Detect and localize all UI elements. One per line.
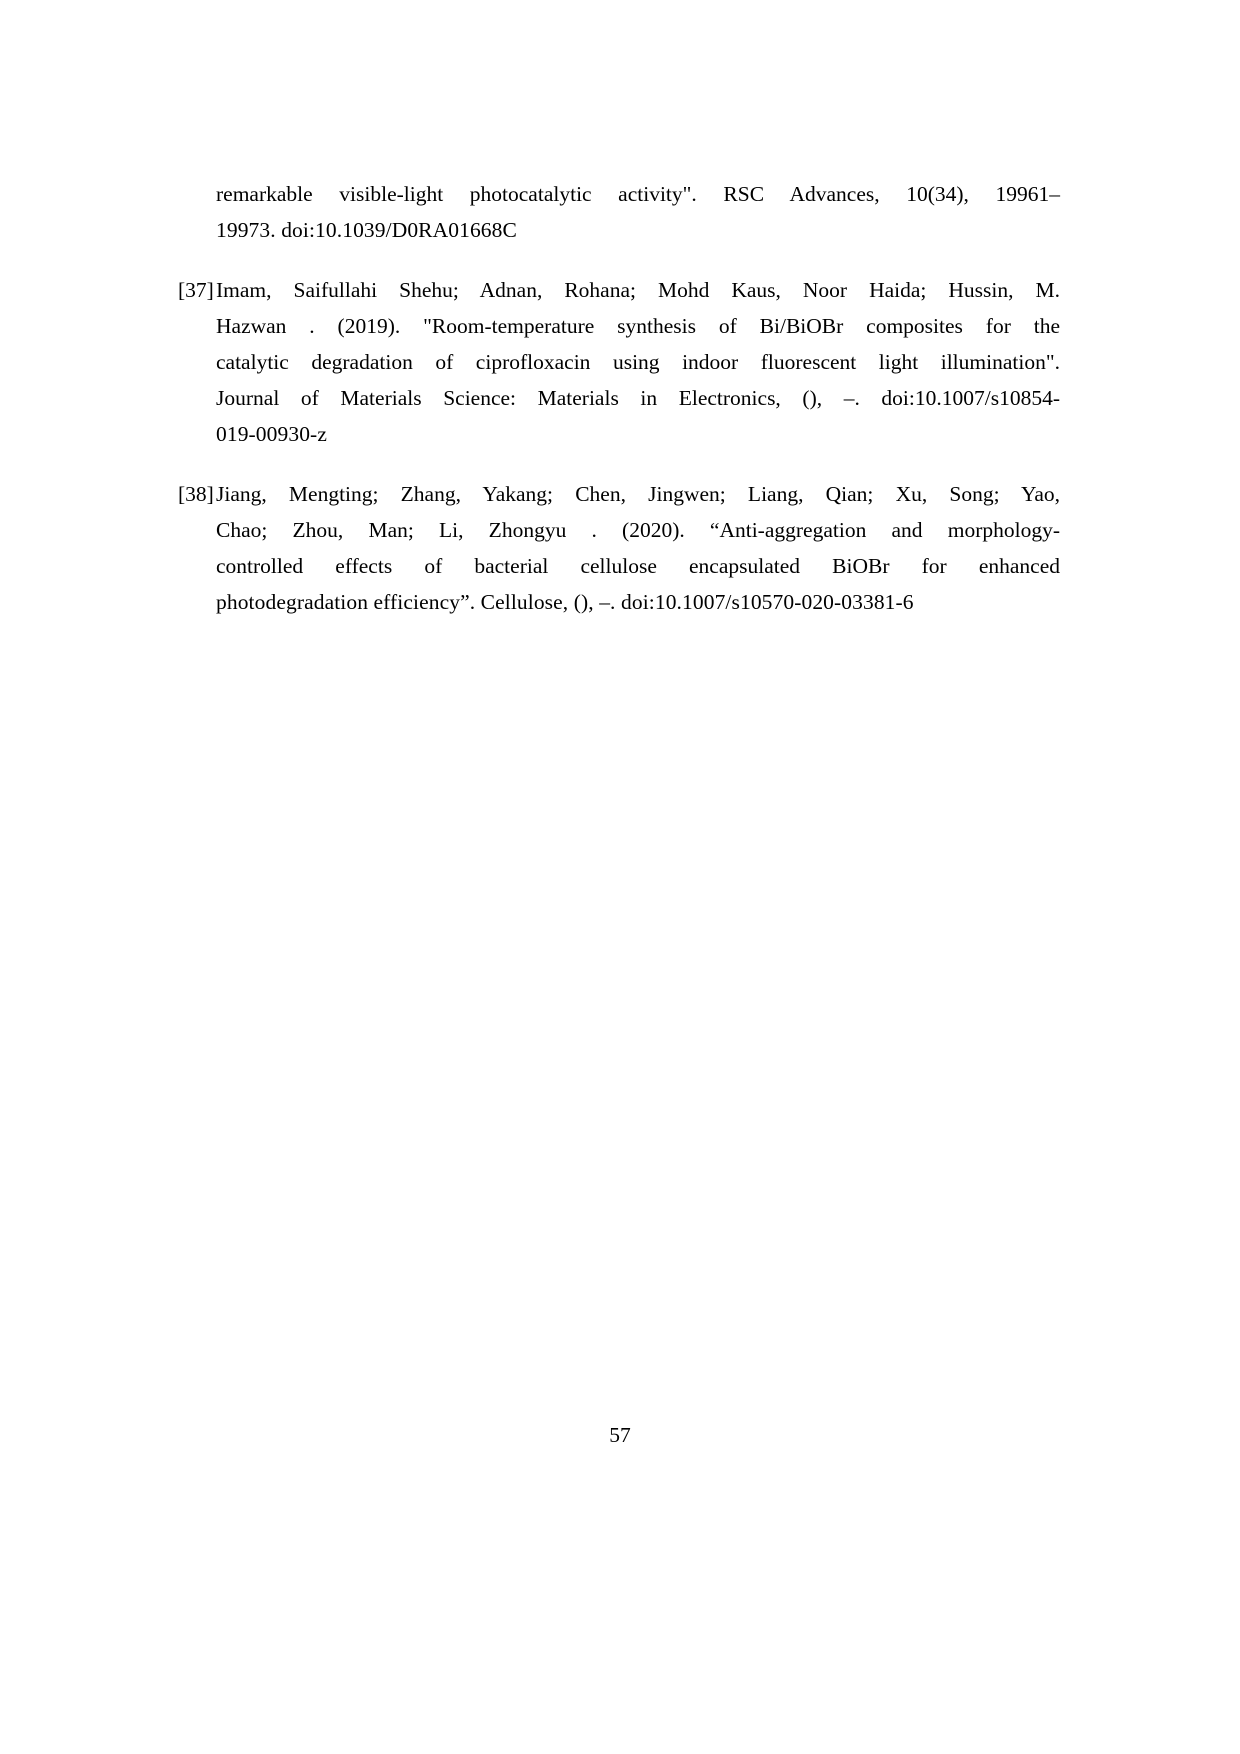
reference-line: remarkable visible-light photocatalytic activity". RSC Advances, 10(34), 19961– — [216, 182, 1060, 206]
page-number: 57 — [609, 1423, 631, 1447]
reference-label-38: [38] — [178, 482, 214, 506]
reference-line: controlled effects of bacterial cellulose encapsulated BiOBr for enhanced — [216, 554, 1060, 578]
reference-line: Imam, Saifullahi Shehu; Adnan, Rohana; Mohd Kaus, Noor Haida; Hussin, M. — [216, 278, 1060, 302]
reference-continuation-paragraph — [216, 176, 1060, 248]
reference-line: Chao; Zhou, Man; Li, Zhongyu . (2020). “Anti-aggregation and morphology- — [216, 518, 1060, 542]
reference-label-37: [37] — [178, 278, 214, 302]
references-content — [178, 176, 1060, 620]
reference-entry-38 — [178, 476, 1060, 620]
reference-text-37 — [216, 272, 1060, 452]
reference-line: 19973. doi:10.1039/D0RA01668C — [216, 218, 517, 242]
reference-entry-37 — [178, 272, 1060, 452]
reference-line: catalytic degradation of ciprofloxacin using indoor fluorescent light illumination". — [216, 350, 1060, 374]
reference-line: Hazwan . (2019). "Room-temperature synthesis of Bi/BiOBr composites for the — [216, 314, 1060, 338]
reference-line: 019-00930-z — [216, 422, 327, 446]
reference-text-38 — [216, 476, 1060, 620]
reference-line: photodegradation efficiency”. Cellulose, (), –. doi:10.1007/s10570-020-03381-6 — [216, 590, 914, 614]
reference-line: Journal of Materials Science: Materials in Electronics, (), –. doi:10.1007/s10854- — [216, 386, 1060, 410]
reference-line: Jiang, Mengting; Zhang, Yakang; Chen, Jingwen; Liang, Qian; Xu, Song; Yao, — [216, 482, 1060, 506]
